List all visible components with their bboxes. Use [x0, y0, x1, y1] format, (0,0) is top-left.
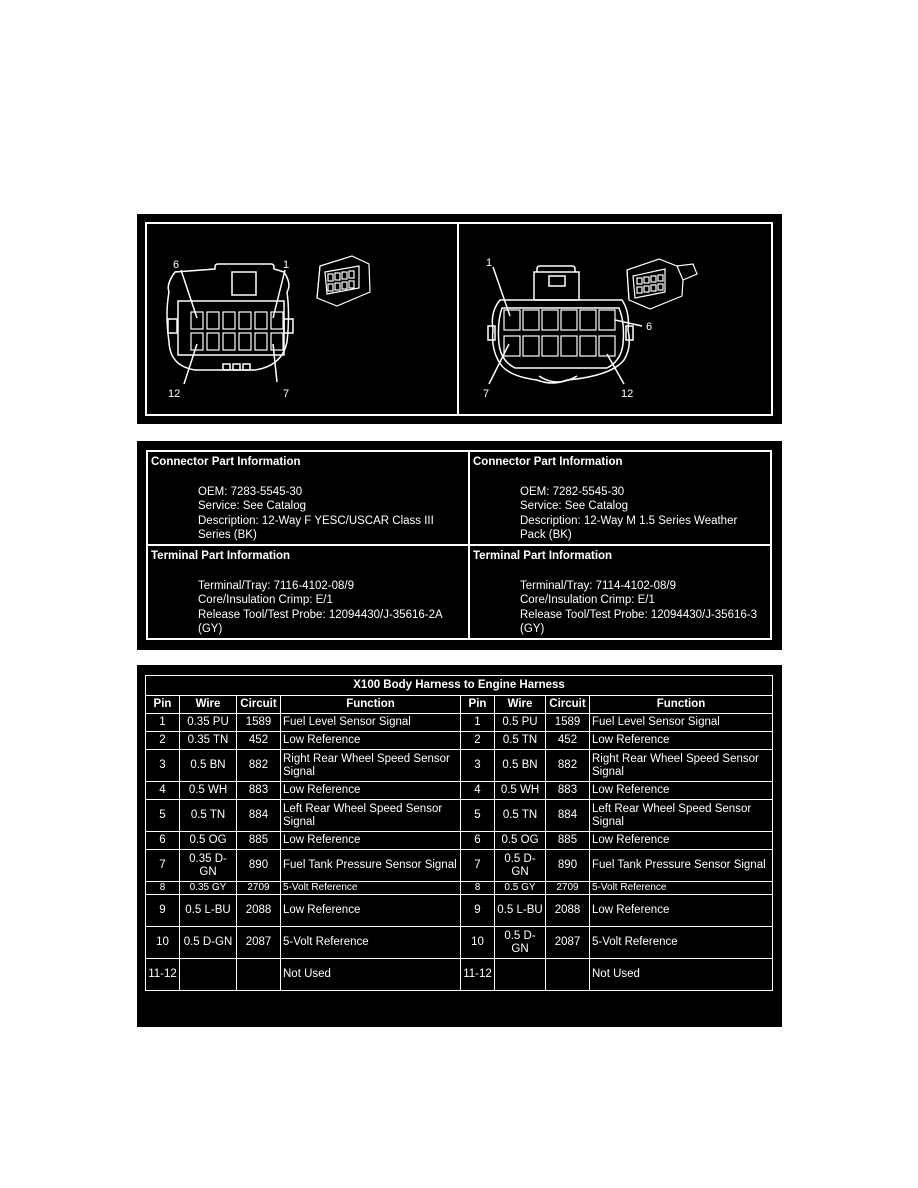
male-connector-face	[488, 266, 642, 384]
left-function-cell: Low Reference	[281, 895, 461, 927]
right-function-cell: Not Used	[590, 959, 773, 991]
left-connector-heading: Connector Part Information	[151, 456, 301, 468]
right-connector-oem: OEM: 7282-5545-30	[520, 485, 625, 498]
female-pin-label-12: 12	[168, 388, 181, 400]
right-circuit-cell: 885	[546, 832, 590, 850]
right-wire-cell: 0.5 GY	[495, 882, 546, 895]
right-circuit-cell: 452	[546, 732, 590, 750]
right-function-cell: Right Rear Wheel Speed Sensor Signal	[590, 750, 773, 782]
right-pin-cell: 6	[461, 832, 495, 850]
left-wire-cell: 0.5 D-GN	[180, 927, 237, 959]
pinout-panel	[137, 665, 782, 1027]
right-circuit-cell: 883	[546, 782, 590, 800]
connector-diagram-panel	[137, 214, 782, 424]
left-pin-cell: 2	[146, 732, 180, 750]
left-circuit-cell: 452	[237, 732, 281, 750]
left-function-cell: Fuel Tank Pressure Sensor Signal	[281, 850, 461, 882]
left-wire-cell: 0.35 TN	[180, 732, 237, 750]
right-circuit-cell: 2709	[546, 882, 590, 895]
left-circuit-cell: 883	[237, 782, 281, 800]
left-wire-cell: 0.35 PU	[180, 714, 237, 732]
left-function-cell: Fuel Level Sensor Signal	[281, 714, 461, 732]
left-terminal-info	[148, 546, 468, 638]
table-row	[146, 927, 773, 959]
connector-diagram	[137, 214, 782, 424]
male-pin-label-7: 7	[483, 388, 490, 400]
right-pin-cell: 4	[461, 782, 495, 800]
left-function-cell: Not Used	[281, 959, 461, 991]
right-circuit-cell: 2088	[546, 895, 590, 927]
male-connector-thumbnail	[627, 259, 697, 309]
left-wire-cell: 0.35 D-GN	[180, 850, 237, 882]
left-terminal-tray: Terminal/Tray: 7116-4102-08/9	[198, 579, 354, 592]
table-row	[146, 895, 773, 927]
left-wire-cell	[180, 959, 237, 991]
left-function-cell: 5-Volt Reference	[281, 882, 461, 895]
right-wire-cell: 0.5 OG	[495, 832, 546, 850]
header-circuit-right: Circuit	[546, 696, 590, 714]
right-function-cell: 5-Volt Reference	[590, 882, 773, 895]
left-terminal-crimp: Core/Insulation Crimp: E/1	[198, 594, 333, 606]
right-circuit-cell: 2087	[546, 927, 590, 959]
left-circuit-cell: 2709	[237, 882, 281, 895]
left-circuit-cell: 2088	[237, 895, 281, 927]
pinout-table	[145, 675, 773, 991]
left-circuit-cell	[237, 959, 281, 991]
male-pin-label-6: 6	[646, 321, 653, 333]
table-row	[146, 832, 773, 850]
right-function-cell: Fuel Tank Pressure Sensor Signal	[590, 850, 773, 882]
right-function-cell: Fuel Level Sensor Signal	[590, 714, 773, 732]
right-circuit-cell: 890	[546, 850, 590, 882]
right-wire-cell: 0.5 BN	[495, 750, 546, 782]
left-terminal-release-tool: Release Tool/Test Probe: 12094430/J-35616-2A (GY)	[198, 608, 443, 635]
table-row	[146, 959, 773, 991]
male-pin-label-12: 12	[621, 388, 634, 400]
left-wire-cell: 0.35 GY	[180, 882, 237, 895]
right-connector-info	[470, 452, 770, 544]
right-wire-cell: 0.5 D-GN	[495, 850, 546, 882]
table-row	[146, 714, 773, 732]
left-pin-cell: 3	[146, 750, 180, 782]
right-function-cell: Low Reference	[590, 782, 773, 800]
left-pin-cell: 4	[146, 782, 180, 800]
right-terminal-info	[470, 546, 770, 638]
left-connector-oem: OEM: 7283-5545-30	[198, 485, 303, 498]
right-pin-cell: 11-12	[461, 959, 495, 991]
left-function-cell: Left Rear Wheel Speed Sensor Signal	[281, 800, 461, 832]
right-wire-cell	[495, 959, 546, 991]
female-connector-thumbnail	[317, 256, 370, 306]
right-terminal-release-tool: Release Tool/Test Probe: 12094430/J-35616-3 (GY)	[520, 608, 757, 635]
left-connector-description: Description: 12-Way F YESC/USCAR Class III Series (BK)	[198, 514, 434, 541]
table-row	[146, 850, 773, 882]
left-circuit-cell: 890	[237, 850, 281, 882]
left-circuit-cell: 1589	[237, 714, 281, 732]
female-pin-label-7: 7	[283, 388, 290, 400]
right-connector-service: Service: See Catalog	[520, 500, 629, 512]
left-pin-cell: 11-12	[146, 959, 180, 991]
left-wire-cell: 0.5 OG	[180, 832, 237, 850]
right-pin-cell: 9	[461, 895, 495, 927]
right-connector-heading: Connector Part Information	[473, 456, 623, 468]
left-function-cell: Right Rear Wheel Speed Sensor Signal	[281, 750, 461, 782]
right-terminal-tray: Terminal/Tray: 7114-4102-08/9	[520, 579, 676, 592]
pinout-body	[146, 714, 773, 991]
header-wire-right: Wire	[495, 696, 546, 714]
left-circuit-cell: 884	[237, 800, 281, 832]
female-connector-face	[167, 264, 293, 384]
header-function-right: Function	[590, 696, 773, 714]
right-wire-cell: 0.5 TN	[495, 800, 546, 832]
right-pin-cell: 2	[461, 732, 495, 750]
right-circuit-cell: 884	[546, 800, 590, 832]
left-circuit-cell: 882	[237, 750, 281, 782]
right-circuit-cell	[546, 959, 590, 991]
pinout-title: X100 Body Harness to Engine Harness	[146, 676, 773, 696]
right-pin-cell: 3	[461, 750, 495, 782]
table-row	[146, 882, 773, 895]
left-pin-cell: 5	[146, 800, 180, 832]
left-function-cell: Low Reference	[281, 732, 461, 750]
header-function-left: Function	[281, 696, 461, 714]
left-pin-cell: 8	[146, 882, 180, 895]
part-information-panel	[137, 441, 782, 650]
left-pin-cell: 10	[146, 927, 180, 959]
table-row	[146, 732, 773, 750]
left-pin-cell: 1	[146, 714, 180, 732]
right-pin-cell: 7	[461, 850, 495, 882]
right-function-cell: Left Rear Wheel Speed Sensor Signal	[590, 800, 773, 832]
left-circuit-cell: 885	[237, 832, 281, 850]
left-connector-info	[148, 452, 468, 544]
right-terminal-heading: Terminal Part Information	[473, 550, 613, 562]
left-function-cell: 5-Volt Reference	[281, 927, 461, 959]
left-function-cell: Low Reference	[281, 782, 461, 800]
part-information-grid	[146, 450, 772, 640]
right-wire-cell: 0.5 TN	[495, 732, 546, 750]
right-function-cell: Low Reference	[590, 832, 773, 850]
right-wire-cell: 0.5 L-BU	[495, 895, 546, 927]
table-row	[146, 750, 773, 782]
right-function-cell: 5-Volt Reference	[590, 927, 773, 959]
right-pin-cell: 8	[461, 882, 495, 895]
left-wire-cell: 0.5 BN	[180, 750, 237, 782]
right-wire-cell: 0.5 PU	[495, 714, 546, 732]
right-wire-cell: 0.5 D-GN	[495, 927, 546, 959]
header-circuit-left: Circuit	[237, 696, 281, 714]
male-pin-label-1: 1	[486, 257, 493, 269]
header-wire-left: Wire	[180, 696, 237, 714]
right-function-cell: Low Reference	[590, 895, 773, 927]
right-terminal-crimp: Core/Insulation Crimp: E/1	[520, 594, 655, 606]
right-pin-cell: 10	[461, 927, 495, 959]
left-wire-cell: 0.5 TN	[180, 800, 237, 832]
right-pin-cell: 1	[461, 714, 495, 732]
female-pin-label-1: 1	[283, 259, 290, 271]
left-circuit-cell: 2087	[237, 927, 281, 959]
table-row	[146, 782, 773, 800]
header-pin-right: Pin	[461, 696, 495, 714]
left-connector-service: Service: See Catalog	[198, 500, 307, 512]
pinout-header-row	[146, 696, 773, 714]
left-pin-cell: 6	[146, 832, 180, 850]
left-pin-cell: 9	[146, 895, 180, 927]
right-wire-cell: 0.5 WH	[495, 782, 546, 800]
right-circuit-cell: 882	[546, 750, 590, 782]
right-circuit-cell: 1589	[546, 714, 590, 732]
table-row	[146, 800, 773, 832]
left-pin-cell: 7	[146, 850, 180, 882]
left-wire-cell: 0.5 WH	[180, 782, 237, 800]
left-function-cell: Low Reference	[281, 832, 461, 850]
female-pin-label-6: 6	[173, 259, 180, 271]
right-connector-description: Description: 12-Way M 1.5 Series Weather Pack (BK)	[520, 514, 738, 541]
header-pin-left: Pin	[146, 696, 180, 714]
right-pin-cell: 5	[461, 800, 495, 832]
left-wire-cell: 0.5 L-BU	[180, 895, 237, 927]
right-function-cell: Low Reference	[590, 732, 773, 750]
left-terminal-heading: Terminal Part Information	[151, 550, 291, 562]
